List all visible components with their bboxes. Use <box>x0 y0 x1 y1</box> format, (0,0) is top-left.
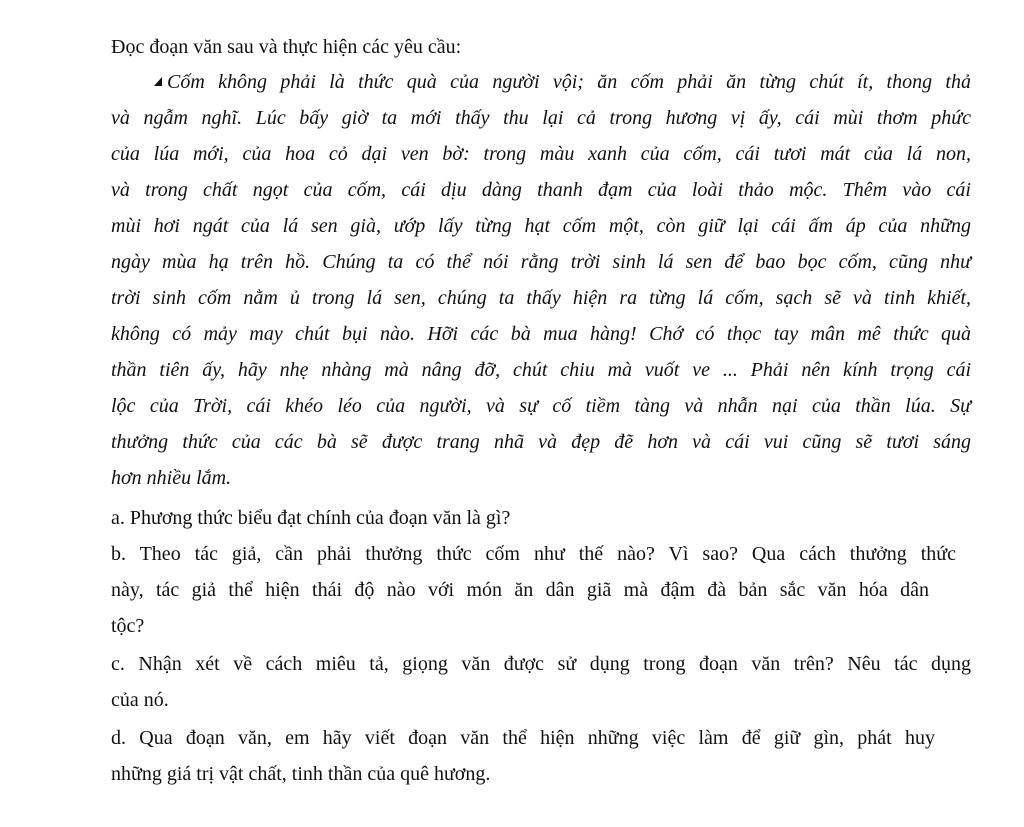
excerpt-line-9: thần tiên ấy, hãy nhẹ nhàng mà nâng đỡ, chút chiu mà vuốt ve ... Phải nên kính trọng cái <box>111 359 971 381</box>
question-b-line-3: tộc? <box>111 615 145 637</box>
excerpt-line-12: hơn nhiều lắm. <box>111 467 232 489</box>
excerpt-line-7: trời sinh cốm nằm ủ trong lá sen, chúng ta thấy hiện ra từng lá cốm, sạch sẽ và tinh khiết, <box>111 287 971 309</box>
excerpt-line-2: và ngẫm nghĩ. Lúc bấy giờ ta mới thấy thu lại cả trong hương vị ấy, cái mùi thơm phức <box>111 107 971 129</box>
excerpt-line-5: mùi hơi ngát của lá sen già, ướp lấy từng hạt cốm một, còn giữ lại cái ấm áp của những <box>111 215 971 237</box>
excerpt-line-11: thưởng thức của các bà sẽ được trang nhã và đẹp đẽ hơn và cái vui cũng sẽ tươi sáng <box>111 431 971 453</box>
question-d-line-2: những giá trị vật chất, tinh thần của quê hương. <box>111 763 491 785</box>
question-d-line-1: d. Qua đoạn văn, em hãy viết đoạn văn thể hiện những việc làm để giữ gìn, phát huy <box>111 727 935 749</box>
excerpt-line-8: không có mảy may chút bụi nào. Hỡi các bà mua hàng! Chớ có thọc tay mân mê thức quà <box>111 323 971 345</box>
instruction-line: Đọc đoạn văn sau và thực hiện các yêu cầu: <box>111 36 462 58</box>
question-b-line-2: này, tác giả thể hiện thái độ nào với món ăn dân giã mà đậm đà bản sắc văn hóa dân <box>111 579 929 601</box>
question-b-line-1: b. Theo tác giả, cần phải thưởng thức cốm như thế nào? Vì sao? Qua cách thưởng thức <box>111 543 956 565</box>
question-c-line-2: của nó. <box>111 689 169 711</box>
question-c-line-1: c. Nhận xét về cách miêu tả, giọng văn được sử dụng trong đoạn văn trên? Nêu tác dụng <box>111 653 971 675</box>
excerpt-line-4: và trong chất ngọt của cốm, cái dịu dàng thanh đạm của loài thảo mộc. Thêm vào cái <box>111 179 971 201</box>
excerpt-line-6: ngày mùa hạ trên hồ. Chúng ta có thể nói rằng trời sinh lá sen để bao bọc cốm, cũng như <box>111 251 971 273</box>
excerpt-line-1: Cốm không phải là thức quà của người vội; ăn cốm phải ăn từng chút ít, thong thả <box>154 70 971 94</box>
question-a-line-1: a. Phương thức biểu đạt chính của đoạn văn là gì? <box>111 507 511 529</box>
triangle-bullet-icon <box>154 77 162 86</box>
excerpt-line-10: lộc của Trời, cái khéo léo của người, và sự cố tiềm tàng và nhẫn nại của thần lúa. Sự <box>111 395 971 417</box>
excerpt-line-3: của lúa mới, của hoa cỏ dại ven bờ: trong màu xanh của cốm, cái tươi mát của lá non, <box>111 143 971 165</box>
